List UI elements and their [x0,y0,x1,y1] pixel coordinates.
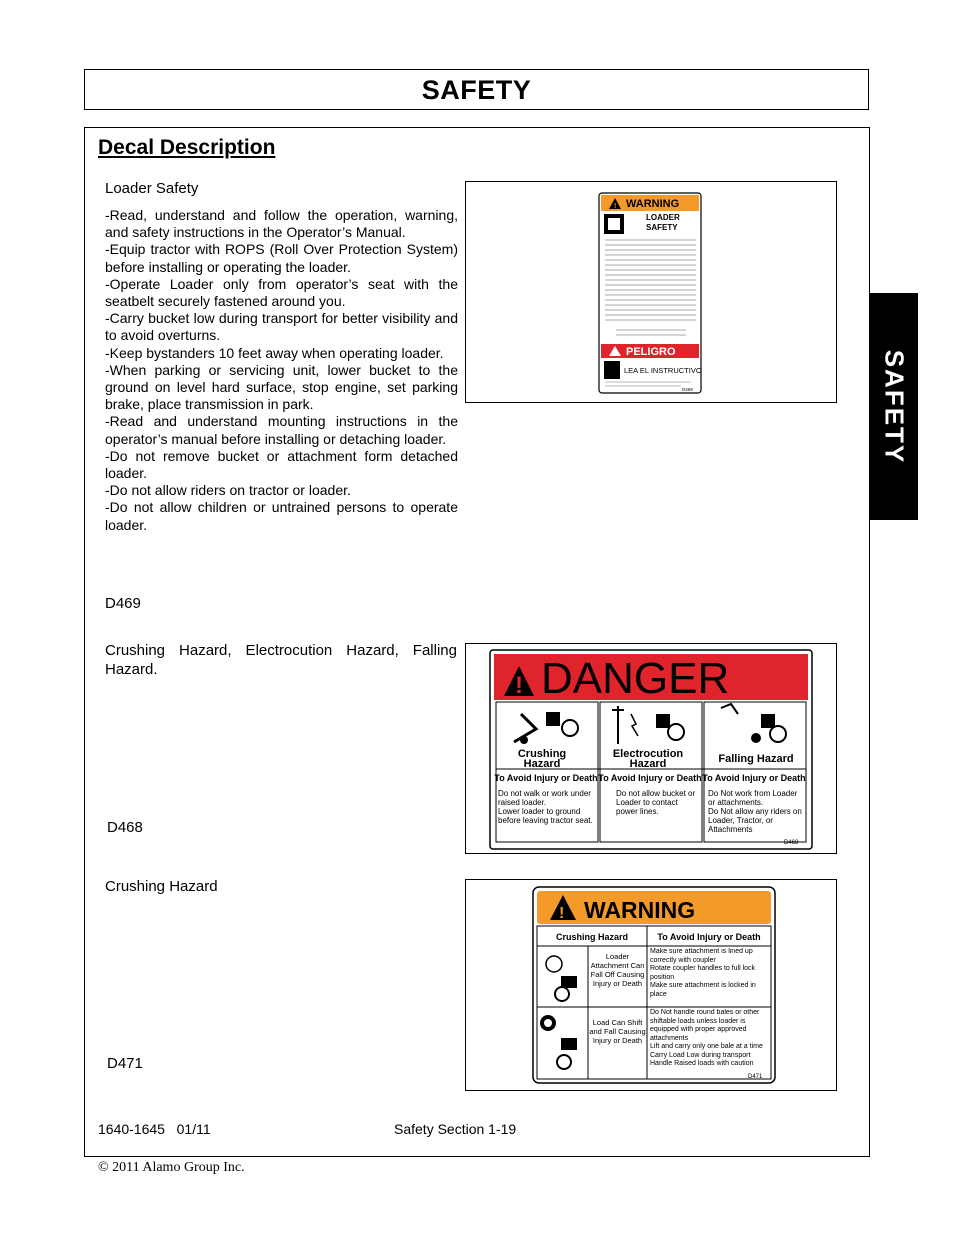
footer-page-number: Safety Section 1-19 [394,1121,517,1137]
section-heading: Decal Description [98,136,276,159]
side-tab-label: SAFETY [879,349,909,464]
row-1-bullet: Make sure attachment is lined up correctly with coupler [650,948,753,964]
row-2-hazard-text: Load Can Shift and Fall Causing Injury or Death [589,1018,646,1045]
manual-icon-2 [604,361,620,379]
panel-1-title-line1: Crushing [517,748,567,760]
row-2-bullet: Handle Raised loads with caution [650,1060,754,1067]
panel-2-bullet-1: Do not allow bucket or Loader to contact power lines. [616,789,696,816]
decal-image-frame-d469 [465,181,837,403]
panel-3-bullet-2: Do Not allow any riders on Loader, Tractor, or Attachments [708,807,802,834]
decal-d469-image [466,182,838,404]
decal-d471-image [466,880,838,1092]
decal-heading-line2: SAFETY [646,223,678,232]
instruction-line: -Carry bucket low during transport for better visibility and to avoid overturns. [105,310,458,344]
instruction-line: -Do not allow riders on tractor or loader. [105,482,351,499]
exclamation-icon: ! [614,203,617,210]
header-box [84,69,869,110]
row-2-bullet: Carry Load Low during transport [650,1051,751,1059]
decal-code-label: D471 [748,1074,763,1080]
loader-safety-instructions [105,207,458,534]
decal-heading-line1: LOADER [646,213,680,222]
signal-word: WARNING [626,198,680,210]
decal-title-crushing: Crushing Hazard [105,878,218,895]
row-1-bullet: Rotate coupler handles to full lock position [650,965,756,981]
panel-3-avoid: To Avoid Injury or Death [702,773,806,783]
row-1-hazard-text: Loader Attachment Can Fall Off Causing Injury or Death [590,952,645,988]
signal-word: DANGER [541,654,730,703]
panel-1-title-line2: Hazard [523,758,561,770]
panel-1-bullet-2: Lower loader to ground before leaving tractor seat. [498,807,593,825]
footer-model-date: 1640-1645 01/11 [98,1121,211,1137]
row-2-bullet: Lift and carry only one bale at a time [650,1043,763,1050]
spanish-signal-word: PELIGRO [626,346,676,358]
instruction-line: -Do not allow children or untrained persons to operate loader. [105,499,458,533]
decal-code-label: D468 [784,840,799,846]
decal-code-d469: D469 [105,595,141,612]
instruction-line: -Read and understand mounting instructions in the operator’s manual before installing or detaching loader. [105,413,458,447]
decal-title-loader-safety: Loader Safety [105,180,199,197]
decal-image-frame-d468 [465,643,837,854]
panel-2-title-line1: Electrocution [612,748,684,760]
column-hazard: Crushing Hazard [555,932,629,942]
decal-code-label: D469 [682,387,693,392]
decal-title-hazards: Crushing Hazard, Electrocution Hazard, Falling Hazard. [105,642,457,678]
instruction-line: -Keep bystanders 10 feet away when operating loader. [105,344,444,361]
instruction-line: -Read, understand and follow the operation, warning, and safety instructions in the Operator’s Manual. [105,207,458,241]
copyright: © 2011 Alamo Group Inc. [98,1160,245,1175]
decal-code-d471: D471 [107,1055,143,1072]
panel-1-bullet-1: Do not walk or work under raised loader. [498,789,591,807]
panel-2-avoid: To Avoid Injury or Death [598,773,702,783]
signal-word: WARNING [584,897,696,923]
decal-code-d468: D468 [107,819,143,836]
exclamation-icon: ! [515,672,523,699]
column-avoid: To Avoid Injury or Death [657,932,761,942]
instruction-line: -Operate Loader only from operator’s seat with the seatbelt securely fastened around you. [105,275,458,310]
page-title: SAFETY [421,75,532,105]
instruction-line: -When parking or servicing unit, lower bucket to the ground on level hard surface, stop engine, set parking brake, place transmission in park. [105,361,458,413]
instruction-line: -Do not remove bucket or attachment form detached loader. [105,447,458,482]
panel-2-title-line2: Hazard [629,758,667,770]
panel-3-bullet-1: Do Not work from Loader or attachments. [708,789,798,807]
spanish-instruction: LEA EL INSTRUCTIVO [624,366,702,375]
row-2-bullet: Do Not handle round bales or other shiftable loads unless loader is equipped with proper approved attachments [650,1009,760,1042]
decal-image-frame-d471 [465,879,837,1091]
panel-3-title: Falling Hazard [718,753,794,765]
decal-d468-image [466,644,838,855]
side-tab [869,293,918,520]
instruction-line: -Equip tractor with ROPS (Roll Over Protection System) before installing or operating the loader. [105,241,458,275]
exclamation-icon: ! [559,905,565,922]
panel-1-avoid: To Avoid Injury or Death [494,773,598,783]
row-1-bullet: Make sure attachment is locked in place [650,982,756,998]
